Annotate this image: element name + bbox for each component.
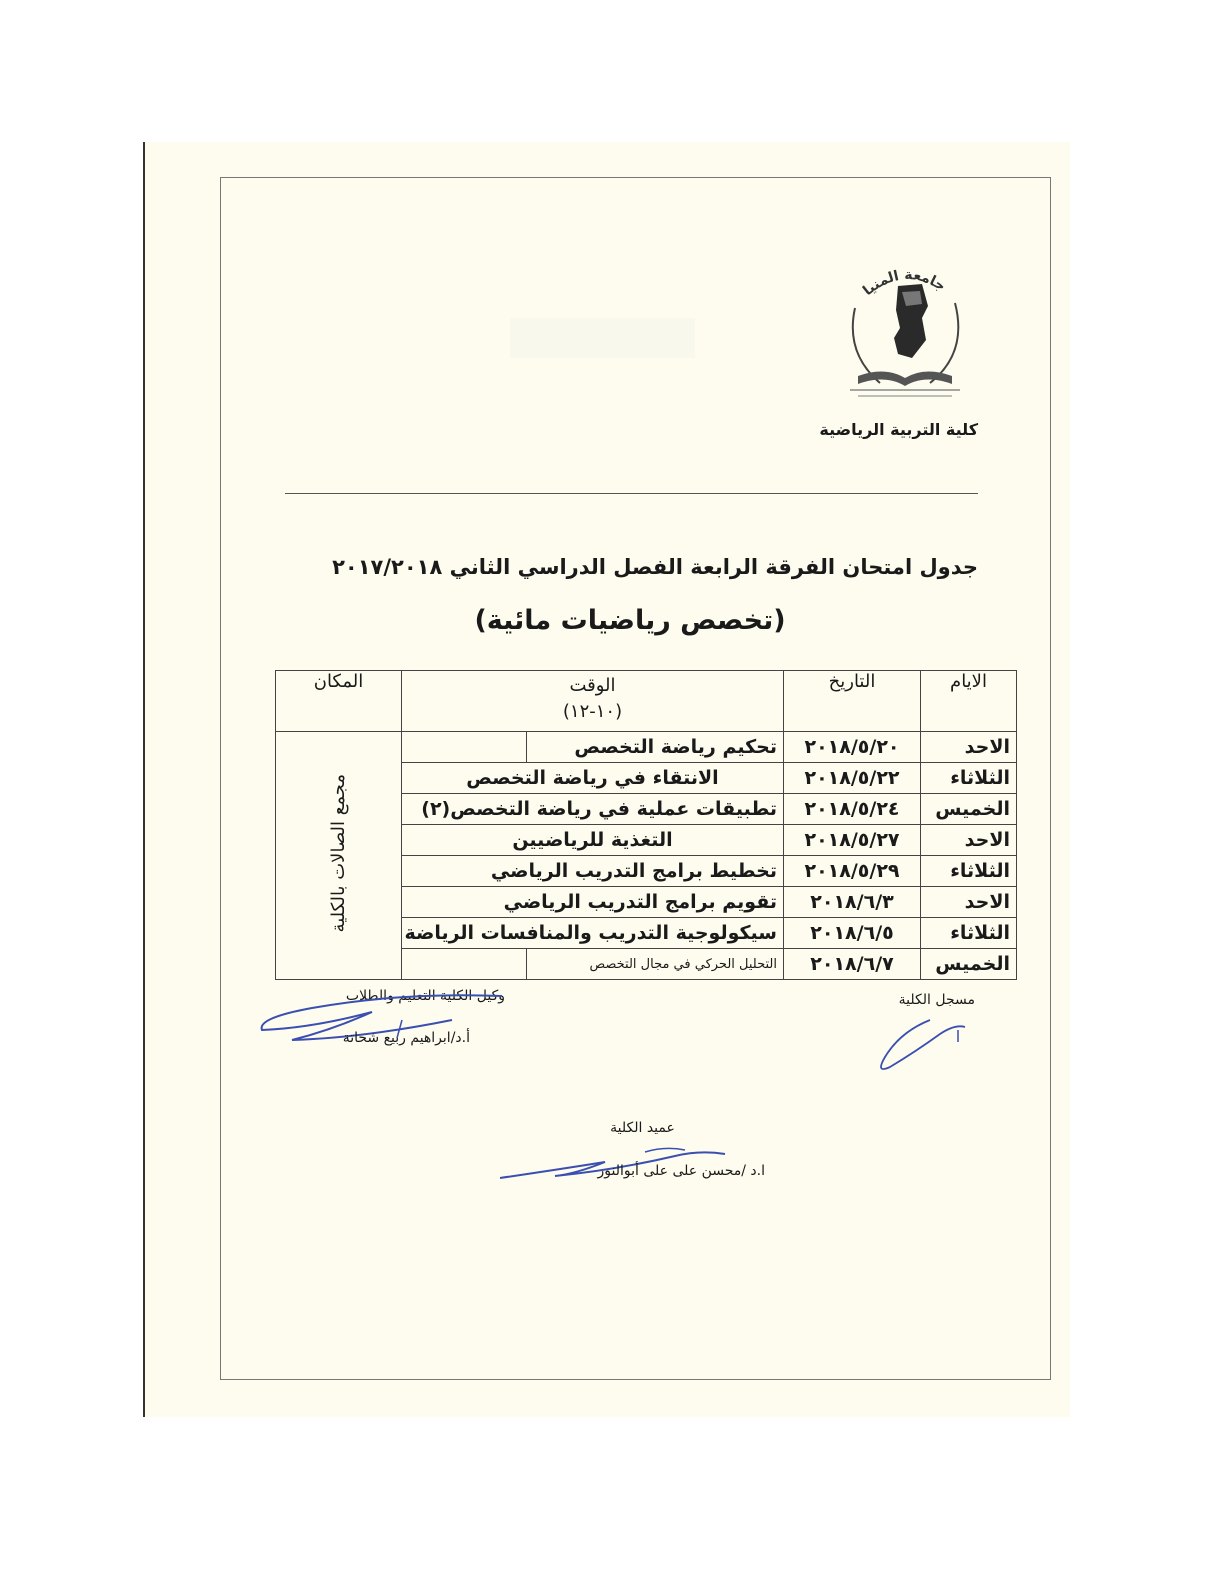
date-cell: ٢٠١٨/٦/٧ [784,949,921,980]
day-cell: الخميس [921,794,1017,825]
day-cell: الاحد [921,825,1017,856]
day-cell: الخميس [921,949,1017,980]
header-time-range: (١٠-١٢) [562,701,623,722]
date-cell: ٢٠١٨/٥/٢٢ [784,763,921,794]
university-logo [840,258,970,403]
date-cell: ٢٠١٨/٥/٢٧ [784,825,921,856]
document-title: جدول امتحان الفرقة الرابعة الفصل الدراسي الثاني ٢٠١٧/٢٠١٨ [332,555,978,579]
date-cell: ٢٠١٨/٥/٢٤ [784,794,921,825]
subject-cell: تقويم برامج التدريب الرياضي [402,887,784,918]
vice-dean-title: وكيل الكلية التعليم والطلاب [345,988,505,1004]
header-time-label: الوقت [569,675,616,696]
day-cell: الاحد [921,732,1017,763]
exam-schedule-table [275,670,1017,980]
header-days: الايام [921,671,1017,732]
day-cell: الثلاثاء [921,918,1017,949]
empty-cell [402,949,527,980]
faded-stamp [510,318,695,358]
table-row [276,732,1017,763]
table-header-row [276,671,1017,732]
header-place: المكان [276,671,402,732]
subject-cell: تخطيط برامج التدريب الرياضي [402,856,784,887]
date-cell: ٢٠١٨/٥/٢٩ [784,856,921,887]
place-text: مجمع الصالات بالكلية [328,773,349,933]
faculty-name: كلية التربية الرياضية [819,420,978,439]
registrar-title: مسجل الكلية [898,992,975,1008]
subject-cell: سيكولوجية التدريب والمنافسات الرياضة [402,918,784,949]
place-cell [276,732,402,980]
header-time [402,671,784,732]
vice-dean-name: أ.د/ابراهيم ربيع شحاتة [342,1030,470,1046]
subject-cell: تحكيم رياضة التخصص [527,732,784,763]
day-cell: الاحد [921,887,1017,918]
empty-cell [402,732,527,763]
logo-text: جامعة المنيا [860,267,949,300]
header-date: التاريخ [784,671,921,732]
date-cell: ٢٠١٨/٦/٣ [784,887,921,918]
subject-cell: التحليل الحركي في مجال التخصص [527,949,784,980]
date-cell: ٢٠١٨/٦/٥ [784,918,921,949]
subject-cell: تطبيقات عملية في رياضة التخصص(٢) [402,794,784,825]
document-subtitle: (تخصص رياضيات مائية) [474,605,786,636]
date-cell: ٢٠١٨/٥/٢٠ [784,732,921,763]
registrar-signature [870,1012,970,1074]
divider [285,493,978,494]
day-cell: الثلاثاء [921,763,1017,794]
dean-name: ا.د /محسن على على أبوالنور [597,1163,765,1179]
subject-cell: التغذية للرياضيين [402,825,784,856]
dean-title: عميد الكلية [610,1120,675,1136]
subject-cell: الانتقاء في رياضة التخصص [402,763,784,794]
day-cell: الثلاثاء [921,856,1017,887]
